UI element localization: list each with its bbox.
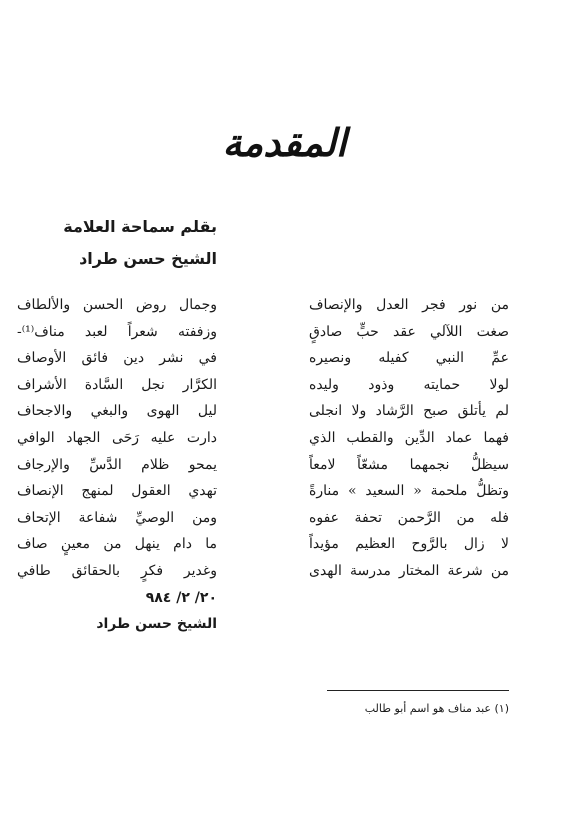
poem-line: سيظلُّ نجمهما مشعّاً لامعاً (309, 456, 509, 473)
poem-line: لولا حمايته وذود وليده (309, 376, 509, 393)
poem-line: الكرَّار نجل السَّادة الأشراف (17, 376, 217, 393)
poem-line: في نشر دين فائق الأوصاف (17, 350, 217, 367)
poem-line: ومن الوصيِّ شفاعة الإتحاف (17, 509, 217, 526)
byline-author-name: الشيخ حسن طراد (79, 249, 217, 268)
poem-line: فله من الرَّحمن تحفة عفوه (309, 509, 509, 526)
poem-line: وزففته شعراً لعبد مناف⁽¹⁾- (17, 323, 217, 340)
footnote: (١) عبد مناف هو اسم أبو طالب (364, 702, 509, 715)
poem-line: صغت اللآلي عقد حبٍّ صادقٍ (309, 323, 509, 340)
poem-line: عمِّ النبي كفيله ونصيره (309, 350, 509, 367)
poem-line: دارت عليه رَحَى الجهاد الوافي (17, 429, 217, 446)
poem-line: لم يأتلق صبح الرَّشاد ولا انجلى (309, 403, 509, 420)
poem-left-column (17, 292, 217, 638)
byline-author-title: بقلم سماحة العلامة (63, 217, 217, 236)
poem-line: وتظلُّ ملحمة « السعيد » منارةً (309, 483, 509, 500)
page-title: المقدمة (222, 120, 347, 165)
poem-line: من شرعة المختار مدرسة الهدى (309, 562, 509, 579)
poem-line: وغدير فكرٍ بالحقائق طافي (17, 562, 217, 579)
poem-line: ليل الهوى والبغي والاجحاف (17, 403, 217, 420)
poem-line: ما دام ينهل من معينٍ صاف (17, 536, 217, 553)
poem-date: ٢٠/ ٢/ ٩٨٤ (145, 589, 217, 606)
poem-line: لا زال بالرَّوح العظيم مؤيداً (309, 536, 509, 553)
poem-line: فهما عماد الدِّين والقطب الذي (309, 429, 509, 446)
poem-line: تهدي العقول لمنهج الإنصاف (17, 483, 217, 500)
poem-right-column (309, 292, 509, 585)
signature: الشيخ حسن طراد (96, 616, 217, 633)
poem-line: وجمال روض الحسن والألطاف (17, 297, 217, 313)
poem-line: من نور فجر العدل والإنصاف (309, 297, 509, 313)
poem-line: يمحو ظلام الدَّسِّ والإرجاف (17, 456, 217, 473)
footnote-divider (327, 690, 509, 691)
